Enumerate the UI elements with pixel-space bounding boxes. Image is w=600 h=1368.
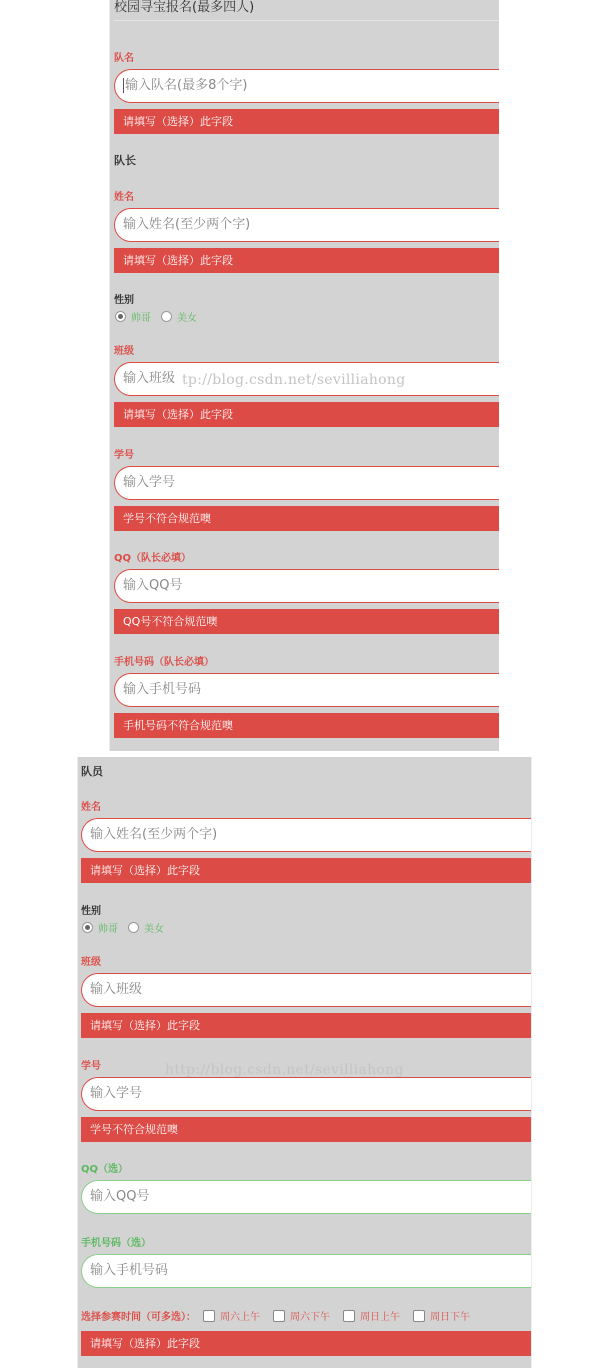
sat-morning-label[interactable]: 周六上午 <box>220 1312 260 1323</box>
gender-male-radio[interactable] <box>82 922 93 933</box>
member-heading: 队员 <box>81 765 103 778</box>
member-form-panel <box>77 757 532 1368</box>
member-class-label: 班级 <box>81 957 101 968</box>
sun-afternoon-label[interactable]: 周日下午 <box>430 1312 470 1323</box>
captain-gender-label: 性别 <box>114 295 134 306</box>
gender-female-radio[interactable] <box>128 922 139 933</box>
member-phone-label: 手机号码（选） <box>81 1238 151 1249</box>
time-selection-group <box>81 1308 476 1323</box>
sat-afternoon-checkbox[interactable] <box>273 1310 285 1322</box>
captain-phone-error: 手机号码不符合规范噢 <box>114 713 499 738</box>
member-qq-input[interactable]: 输入QQ号 <box>81 1180 531 1214</box>
gender-male-label[interactable]: 帅哥 <box>98 924 118 935</box>
gender-female-radio[interactable] <box>161 311 172 322</box>
gender-female-label[interactable]: 美女 <box>144 924 164 935</box>
member-student-id-input[interactable]: 输入学号 <box>81 1077 531 1111</box>
captain-phone-label: 手机号码（队长必填） <box>114 657 214 668</box>
gender-male-label[interactable]: 帅哥 <box>131 313 151 324</box>
title-divider <box>114 20 499 21</box>
member-class-error: 请填写（选择）此字段 <box>81 1013 531 1038</box>
member-student-id-error: 学号不符合规范噢 <box>81 1117 531 1142</box>
member-class-input[interactable]: 输入班级 <box>81 973 531 1007</box>
team-name-placeholder: 输入队名(最多8个字) <box>125 78 248 93</box>
sat-afternoon-label[interactable]: 周六下午 <box>290 1312 330 1323</box>
team-name-input[interactable] <box>114 69 499 103</box>
sun-afternoon-checkbox[interactable] <box>413 1310 425 1322</box>
gender-female-label[interactable]: 美女 <box>177 313 197 324</box>
member-phone-input[interactable]: 输入手机号码 <box>81 1254 531 1288</box>
captain-name-error: 请填写（选择）此字段 <box>114 248 499 273</box>
member-name-label: 姓名 <box>81 802 101 813</box>
captain-heading: 队长 <box>114 154 136 167</box>
member-gender-group <box>82 920 174 935</box>
captain-class-error: 请填写（选择）此字段 <box>114 402 499 427</box>
team-name-error: 请填写（选择）此字段 <box>114 109 499 134</box>
sat-morning-checkbox[interactable] <box>203 1310 215 1322</box>
captain-gender-group <box>115 309 207 324</box>
captain-qq-input[interactable]: 输入QQ号 <box>114 569 499 603</box>
captain-phone-input[interactable]: 输入手机号码 <box>114 673 499 707</box>
captain-class-label: 班级 <box>114 346 134 357</box>
captain-class-input[interactable]: 输入班级 <box>114 362 499 396</box>
captain-qq-error: QQ号不符合规范噢 <box>114 609 499 634</box>
member-name-input[interactable]: 输入姓名(至少两个字) <box>81 818 531 852</box>
watermark-text: http://blog.csdn.net/sevilliahong <box>165 1062 404 1078</box>
member-qq-label: QQ（选） <box>81 1164 129 1175</box>
sun-morning-checkbox[interactable] <box>343 1310 355 1322</box>
sun-morning-label[interactable]: 周日上午 <box>360 1312 400 1323</box>
captain-student-id-error: 学号不符合规范噢 <box>114 506 499 531</box>
team-name-label: 队名 <box>114 53 134 64</box>
captain-form-panel <box>109 0 499 751</box>
gender-male-radio[interactable] <box>115 311 126 322</box>
captain-student-id-label: 学号 <box>114 450 134 461</box>
captain-name-input[interactable]: 输入姓名(至少两个字) <box>114 208 499 242</box>
captain-name-label: 姓名 <box>114 192 134 203</box>
watermark-text: tp://blog.csdn.net/sevilliahong <box>182 372 406 388</box>
captain-qq-label: QQ（队长必填） <box>114 553 192 564</box>
member-student-id-label: 学号 <box>81 1061 101 1072</box>
form-title: 校园寻宝报名(最多四人) <box>114 0 255 15</box>
member-name-error: 请填写（选择）此字段 <box>81 858 531 883</box>
time-error: 请填写（选择）此字段 <box>81 1331 531 1356</box>
time-label: 选择参赛时间（可多选）： <box>81 1312 196 1323</box>
member-gender-label: 性别 <box>81 906 101 917</box>
text-caret <box>123 78 124 93</box>
captain-student-id-input[interactable]: 输入学号 <box>114 466 499 500</box>
